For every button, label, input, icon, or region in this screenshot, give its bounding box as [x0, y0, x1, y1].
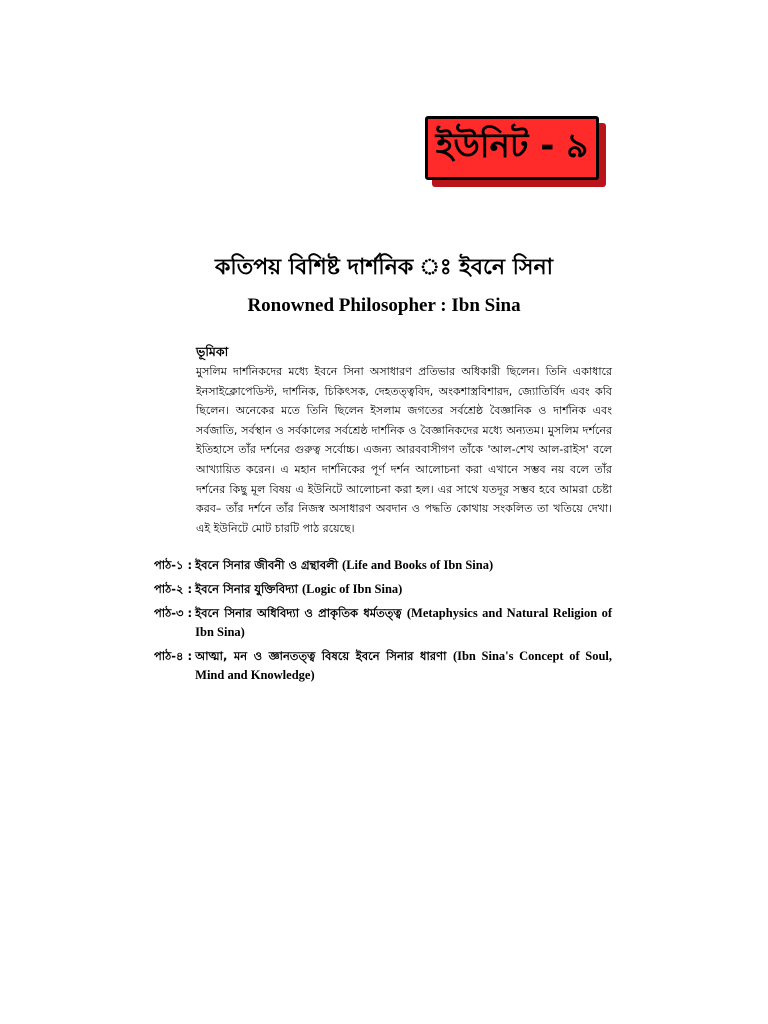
lesson-title-english: (Ibn Sina's Concept of Soul, Mind and Knowledge) — [195, 649, 613, 682]
unit-badge — [425, 116, 607, 188]
lesson-number: পাঠ-৪ : — [154, 649, 193, 663]
lesson-title-bengali: ইবনে সিনার জীবনী ও গ্রন্থাবলী — [195, 558, 339, 572]
lesson-title-english: (Life and Books of Ibn Sina) — [342, 558, 494, 572]
chapter-title-bengali: কতিপয় বিশিষ্ট দার্শনিক ঃ ইবনে সিনা — [215, 255, 553, 280]
lesson-title-bengali: ইবনে সিনার অধিবিদ্যা ও প্রাকৃতিক ধর্মতত্ত্ব — [195, 606, 402, 620]
introduction-heading: ভূমিকা — [196, 344, 229, 359]
lesson-number: পাঠ-২ : — [154, 582, 193, 596]
lesson-item-2 — [154, 580, 612, 599]
lesson-title-english: (Metaphysics and Natural Religion of Ibn Sina) — [195, 606, 613, 639]
lesson-title — [192, 580, 612, 599]
lesson-title-bengali: ইবনে সিনার যুক্তিবিদ্যা — [195, 582, 298, 596]
lesson-title — [192, 647, 612, 685]
lesson-item-3 — [154, 604, 612, 642]
lesson-item-1 — [154, 556, 612, 575]
lesson-title-bengali: আত্মা, মন ও জ্ঞানতত্ত্ব বিষয়ে ইবনে সিনার ধারণা — [195, 649, 447, 663]
introduction-body: মুসলিম দার্শনিকদের মধ্যে ইবনে সিনা অসাধারণ প্রতিভার অধিকারী ছিলেন। তিনি একাধারে ইনসাইক্লোপেডিস্ট, দার্শনিক, চিকিৎসক, দেহতত্ত্ববিদ, অংকশাস্ত্রবিশারদ, জ্যোতির্বিদ এবং কবি ছিলেন। অনেকের মতে তিনি ছিলেন ইসলাম জগতের সর্বশ্রেষ্ঠ বৈজ্ঞানিক ও দার্শনিক এবং সর্বজাতি, সর্বস্থান ও সর্বকালের সর্বশ্রেষ্ঠ দার্শনিক ও বৈজ্ঞানিকদের মধ্যে অন্যতম। মুসলিম দর্শনের ইতিহাসে তাঁর দর্শনের গুরুত্ব সর্বোচ্চ। এজন্য আরববাসীগণ তাঁকে 'আল-শেখ আল-রাইস' বলে আখ্যায়িত করেন। এ মহান দার্শনিকের পূর্ণ দর্শন আলোচনা করা এখানে সম্ভব নয় বলে তাঁর দর্শনের কিছু মূল বিষয় এ ইউনিটে আলোচনা করা হল। এর সাথে যতদূর সম্ভব হবে আমরা চেষ্টা করব– তাঁর দর্শনে তাঁর নিজস্ব অসাধারণ অবদান ও পদ্ধতি কোথায় সংকলিত তা খতিয়ে দেখা। এই ইউনিটে মোট চারটি পাঠ রয়েছে। — [196, 365, 612, 535]
lesson-number: পাঠ-৩ : — [154, 606, 193, 620]
lesson-item-4 — [154, 647, 612, 685]
lesson-title-english: (Logic of Ibn Sina) — [301, 582, 403, 596]
chapter-title-english: Ronowned Philosopher : Ibn Sina — [247, 295, 521, 316]
lesson-number: পাঠ-১ : — [154, 558, 193, 572]
unit-badge-label: ইউনিট - ৯ — [425, 116, 599, 180]
lesson-title — [192, 556, 612, 575]
lesson-list — [154, 556, 612, 690]
lesson-title — [192, 604, 612, 642]
